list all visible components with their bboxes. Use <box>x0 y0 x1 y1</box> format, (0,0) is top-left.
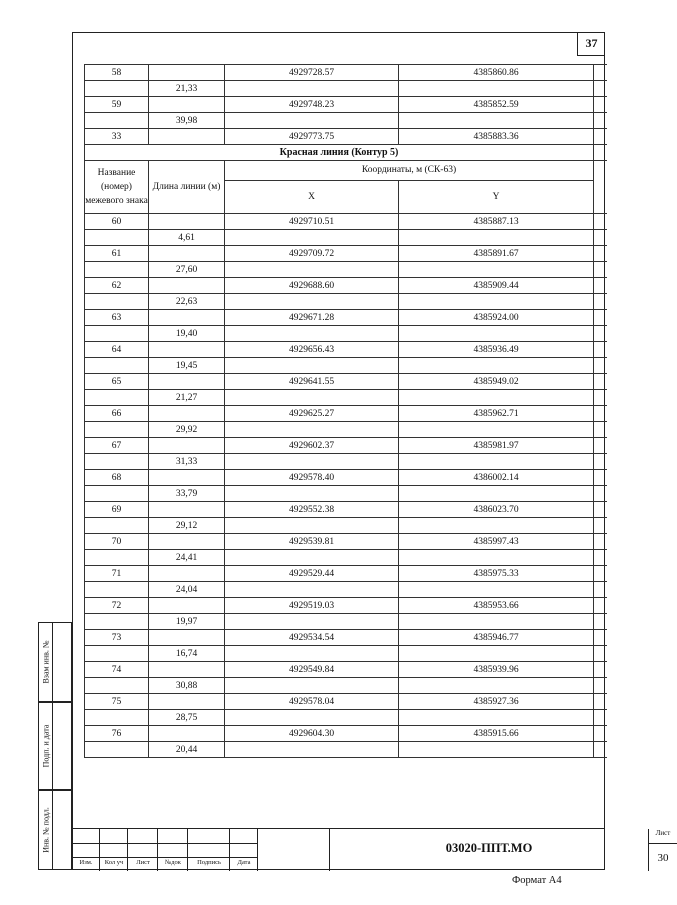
coordinates-table <box>84 64 607 758</box>
coord-x: 4929710.51 <box>225 214 399 230</box>
point-row <box>85 342 607 358</box>
point-row <box>85 310 607 326</box>
coord-y: 4385860.86 <box>399 65 594 81</box>
format-label: Формат А4 <box>512 875 562 886</box>
coord-y: 4386002.14 <box>399 470 594 486</box>
sheet-number: 30 <box>649 843 677 871</box>
length-row <box>85 326 607 342</box>
main-rows <box>85 214 607 758</box>
line-length: 21,27 <box>149 390 225 406</box>
point-row <box>85 566 607 582</box>
point-name: 68 <box>85 470 149 486</box>
coord-y: 4385909.44 <box>399 278 594 294</box>
coord-y: 4385997.43 <box>399 534 594 550</box>
line-length: 16,74 <box>149 646 225 662</box>
point-name: 33 <box>85 129 149 145</box>
coord-x: 4929578.04 <box>225 694 399 710</box>
point-name: 76 <box>85 726 149 742</box>
sheet-label: Лист <box>655 829 671 837</box>
coord-x: 4929656.43 <box>225 342 399 358</box>
point-name: 67 <box>85 438 149 454</box>
line-length: 33,79 <box>149 486 225 502</box>
length-row <box>85 422 607 438</box>
section-header <box>85 145 607 214</box>
point-row <box>85 65 607 81</box>
coord-x: 4929552.38 <box>225 502 399 518</box>
coord-y: 4385927.36 <box>399 694 594 710</box>
point-name: 61 <box>85 246 149 262</box>
document-code: 03020-ППТ.МО <box>445 841 533 855</box>
header-x: X <box>225 180 399 213</box>
header-length: Длина линии (м) <box>149 161 225 214</box>
length-row <box>85 486 607 502</box>
line-length: 21,33 <box>149 81 225 97</box>
point-row <box>85 726 607 742</box>
coord-x: 4929748.23 <box>225 97 399 113</box>
coord-x: 4929709.72 <box>225 246 399 262</box>
coord-y: 4385852.59 <box>399 97 594 113</box>
length-row <box>85 294 607 310</box>
line-length: 19,45 <box>149 358 225 374</box>
coord-y: 4385915.66 <box>399 726 594 742</box>
coord-y: 4385936.49 <box>399 342 594 358</box>
line-length: 28,75 <box>149 710 225 726</box>
line-length: 19,97 <box>149 614 225 630</box>
caption-podpis: Подпись <box>197 859 221 866</box>
coord-x: 4929671.28 <box>225 310 399 326</box>
line-length: 31,33 <box>149 454 225 470</box>
point-row <box>85 246 607 262</box>
coord-x: 4929602.37 <box>225 438 399 454</box>
coord-y: 4385949.02 <box>399 374 594 390</box>
coord-x: 4929625.27 <box>225 406 399 422</box>
point-row <box>85 694 607 710</box>
point-row <box>85 278 607 294</box>
page-number: 37 <box>577 32 605 56</box>
point-name: 74 <box>85 662 149 678</box>
coord-x: 4929578.40 <box>225 470 399 486</box>
coord-y: 4385981.97 <box>399 438 594 454</box>
section-title: Красная линия (Контур 5) <box>85 145 594 161</box>
line-length: 39,98 <box>149 113 225 129</box>
point-name: 60 <box>85 214 149 230</box>
point-name: 64 <box>85 342 149 358</box>
header-y: Y <box>399 180 594 213</box>
coord-y: 4385946.77 <box>399 630 594 646</box>
length-row <box>85 262 607 278</box>
length-row <box>85 81 607 97</box>
point-name: 71 <box>85 566 149 582</box>
point-name: 66 <box>85 406 149 422</box>
point-row <box>85 502 607 518</box>
coord-y: 4385891.67 <box>399 246 594 262</box>
pre-rows <box>85 65 607 145</box>
line-length: 24,04 <box>149 582 225 598</box>
line-length: 30,88 <box>149 678 225 694</box>
line-length: 29,92 <box>149 422 225 438</box>
point-name: 75 <box>85 694 149 710</box>
length-row <box>85 358 607 374</box>
line-length: 29,12 <box>149 518 225 534</box>
coord-x: 4929728.57 <box>225 65 399 81</box>
point-name: 65 <box>85 374 149 390</box>
point-row <box>85 470 607 486</box>
length-row <box>85 454 607 470</box>
length-row <box>85 518 607 534</box>
coord-y: 4385939.96 <box>399 662 594 678</box>
length-row <box>85 582 607 598</box>
coord-y: 4385883.36 <box>399 129 594 145</box>
title-block <box>72 828 671 870</box>
point-row <box>85 97 607 113</box>
point-row <box>85 630 607 646</box>
caption-list: Лист <box>136 859 150 866</box>
stamp-podp-data: Подп. и дата <box>41 724 50 768</box>
point-row <box>85 129 607 145</box>
caption-izm: Изм. <box>79 859 93 866</box>
coord-x: 4929529.44 <box>225 566 399 582</box>
line-length: 19,40 <box>149 326 225 342</box>
coord-x: 4929534.54 <box>225 630 399 646</box>
point-name: 63 <box>85 310 149 326</box>
coord-y: 4385953.66 <box>399 598 594 614</box>
length-row <box>85 742 607 758</box>
length-row <box>85 678 607 694</box>
point-row <box>85 438 607 454</box>
point-row <box>85 598 607 614</box>
length-row <box>85 614 607 630</box>
point-row <box>85 214 607 230</box>
coord-x: 4929641.55 <box>225 374 399 390</box>
line-length: 22,63 <box>149 294 225 310</box>
coord-x: 4929604.30 <box>225 726 399 742</box>
header-coords: Координаты, м (СК-63) <box>225 161 594 181</box>
line-length: 27,60 <box>149 262 225 278</box>
point-name: 58 <box>85 65 149 81</box>
point-name: 62 <box>85 278 149 294</box>
point-name: 59 <box>85 97 149 113</box>
point-name: 72 <box>85 598 149 614</box>
length-row <box>85 646 607 662</box>
caption-ndok: №док <box>165 859 181 866</box>
point-name: 69 <box>85 502 149 518</box>
coord-x: 4929549.84 <box>225 662 399 678</box>
coord-x: 4929688.60 <box>225 278 399 294</box>
coord-y: 4385887.13 <box>399 214 594 230</box>
coord-y: 4385975.33 <box>399 566 594 582</box>
coord-y: 4386023.70 <box>399 502 594 518</box>
length-row <box>85 710 607 726</box>
coord-x: 4929519.03 <box>225 598 399 614</box>
point-name: 73 <box>85 630 149 646</box>
point-row <box>85 374 607 390</box>
stamp-inv-zam: Взам инв. № <box>41 640 50 684</box>
length-row <box>85 550 607 566</box>
coord-x: 4929773.75 <box>225 129 399 145</box>
line-length: 20,44 <box>149 742 225 758</box>
side-stamp <box>38 622 72 870</box>
length-row <box>85 230 607 246</box>
coord-x: 4929539.81 <box>225 534 399 550</box>
stamp-inv-podl: Инв. № подл. <box>41 807 50 853</box>
point-name: 70 <box>85 534 149 550</box>
coord-y: 4385962.71 <box>399 406 594 422</box>
caption-data: Дата <box>237 859 251 866</box>
caption-kol: Кол уч <box>104 859 124 866</box>
length-row <box>85 113 607 129</box>
line-length: 24,41 <box>149 550 225 566</box>
header-name: Название (номер) межевого знака <box>85 161 149 214</box>
coord-y: 4385924.00 <box>399 310 594 326</box>
point-row <box>85 662 607 678</box>
line-length: 4,61 <box>149 230 225 246</box>
length-row <box>85 390 607 406</box>
point-row <box>85 406 607 422</box>
point-row <box>85 534 607 550</box>
